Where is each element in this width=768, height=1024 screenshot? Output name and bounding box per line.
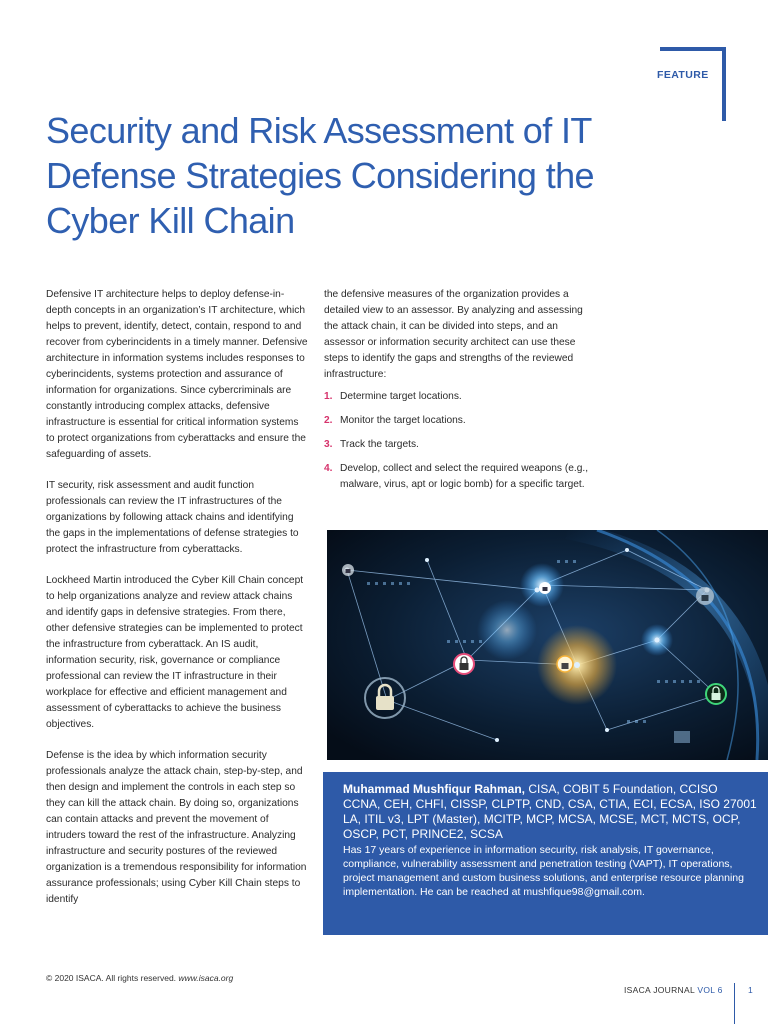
- list-item: [324, 413, 594, 429]
- network-lock-graphic: [327, 530, 768, 760]
- paragraph: IT security, risk assessment and audit function professionals can review the IT infrastructures of the organizations by following attack chains and identifying the gaps in the implementations of defense strategies to protect the infrastructure from cyberattacks.: [46, 480, 299, 555]
- paragraph: Defense is the idea by which information security professionals analyze the attack chain, step-by-step, and then design and implement the controls in each step so they can kill the attack chain. By doing so, organizations can contain attacks and prevent the movement of intruders toward the rest of the infrastructure. Analyzing infrastructure and security postures of the reviewed organization is a tremendous responsibility for information assurance professionals; using Cyber Kill Chain steps to identify: [46, 750, 307, 905]
- padlock-icon: [696, 587, 714, 605]
- paragraph: Lockheed Martin introduced the Cyber Kill Chain concept to help organizations analyze and review attack chains and identify gaps in defensive strategies. From there, other defensive strategies can be implemented to protect the infrastructure from cyberattack. An IS audit, information security, risk, governance or compliance professional can review the IT infrastructure in their workplace for effective and efficient management and assessment of cyberattacks to achieve the business objectives.: [46, 575, 304, 730]
- paragraph: Defensive IT architecture helps to deploy defense-in-depth concepts in an organization’s IT architecture, which helps to prevent, identify, detect, contain, respond to and recover from cyberincidents in a timely manner. Defensive architecture in information systems includes responses to cyberincidents, systems protection and assurance of information for organizations. Since cybercriminals are constantly introducing complex attacks, defensive infrastructure is essential for critical information systems to protect organizations from cyberattacks and ensure the safeguarding of assets.: [46, 289, 308, 460]
- journal-volume: VOL 6: [697, 985, 723, 995]
- kill-chain-steps-list: [324, 389, 594, 493]
- copyright-notice: [46, 973, 233, 983]
- author-credentials: CISA, COBIT 5 Foundation, CCISO CCNA, CEH, CHFI, CISSP, CLPTP, CND, CSA, CTIA, ECI, ECSA, ISO 27001 LA, ITIL v3, LPT (Master), MCITP, MCP, MCSA, MCSE, MCT, MCTS, OCP, OSCP, PCT, PRINCE2, SCSA: [343, 782, 757, 841]
- padlock-icon: [342, 564, 354, 576]
- author-name: Muhammad Mushfiqur Rahman,: [343, 782, 526, 796]
- list-item-text: Determine target locations.: [340, 391, 462, 402]
- list-number: 3.: [324, 439, 333, 450]
- list-item: [324, 437, 594, 453]
- padlock-icon: [539, 582, 551, 594]
- copyright-text: © 2020 ISACA. All rights reserved.: [46, 973, 177, 983]
- footer-divider: [734, 983, 735, 1024]
- article-column-left: [46, 287, 308, 923]
- list-item-text: Monitor the target locations.: [340, 415, 466, 426]
- padlock-icon: [674, 731, 690, 743]
- list-number: 1.: [324, 391, 333, 402]
- feature-bracket: [660, 47, 726, 121]
- page-number: 1: [748, 985, 753, 995]
- list-item: [324, 389, 594, 405]
- cyber-network-illustration: [327, 530, 768, 760]
- list-item-text: Track the targets.: [340, 439, 419, 450]
- journal-title: ISACA JOURNAL: [624, 985, 695, 995]
- list-number: 2.: [324, 415, 333, 426]
- paragraph: the defensive measures of the organization provides a detailed view to an assessor. By analyzing and assessing the attack chain, it can be divided into steps, and an assessor or information security architect can use these steps to identify the gaps and strengths of the reviewed infrastructure:: [324, 289, 583, 380]
- author-bio: Has 17 years of experience in information security, risk analysis, IT governance, compliance, vulnerability assessment and penetration testing (VAPT), IT operations, project management and custom business solutions, and enterprise resource planning implementation. He can be reached at mushfique98@gmail.com.: [343, 844, 744, 898]
- padlock-icon: [454, 654, 474, 674]
- list-item: [324, 461, 594, 493]
- article-column-right: [324, 287, 594, 501]
- journal-name: [624, 985, 723, 995]
- article-title: Security and Risk Assessment of IT Defense Strategies Considering the Cyber Kill Chain: [46, 110, 594, 241]
- padlock-icon: [557, 656, 573, 672]
- site-url: www.isaca.org: [178, 973, 234, 983]
- list-item-text: Develop, collect and select the required weapons (e.g., malware, virus, apt or logic bomb) for a specific target.: [340, 463, 589, 490]
- padlock-icon: [706, 684, 726, 704]
- section-label: FEATURE: [657, 69, 709, 81]
- author-bio-box: [323, 772, 768, 935]
- author-credentials-line: [343, 782, 758, 842]
- list-number: 4.: [324, 463, 333, 474]
